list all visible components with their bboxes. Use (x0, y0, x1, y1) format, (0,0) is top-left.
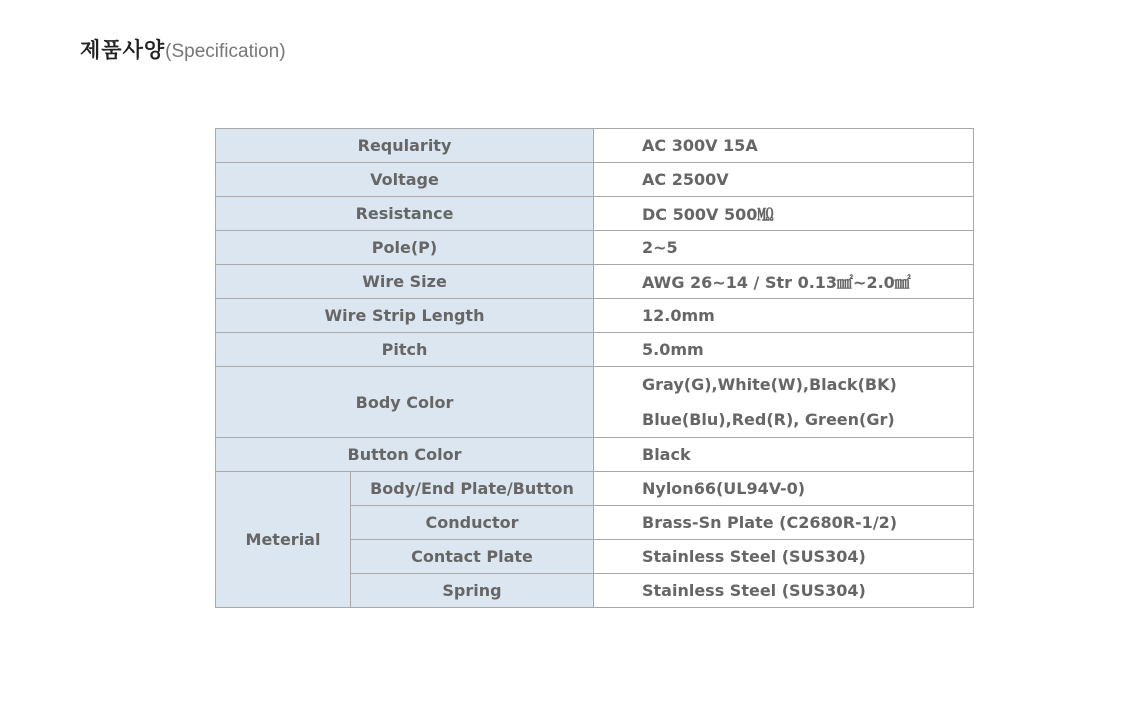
material-value: Nylon66(UL94V-0) (594, 472, 974, 506)
body-color-line-2: Blue(Blu),Red(R), Green(Gr) (642, 410, 895, 429)
spec-value: 5.0mm (594, 333, 974, 367)
material-value: Stainless Steel (SUS304) (594, 574, 974, 608)
material-label: Spring (351, 574, 594, 608)
spec-label: Wire Size (216, 265, 594, 299)
table-row-pitch (216, 333, 974, 367)
material-label: Conductor (351, 506, 594, 540)
table-row-wire-size (216, 265, 974, 299)
spec-value: 12.0mm (594, 299, 974, 333)
table-row-voltage (216, 163, 974, 197)
table-row-pole (216, 231, 974, 265)
table-row-reqularity (216, 129, 974, 163)
page-title (80, 34, 286, 64)
spec-label: Pole(P) (216, 231, 594, 265)
spec-value (594, 367, 974, 438)
body-color-line-1: Gray(G),White(W),Black(BK) (642, 375, 897, 394)
spec-label: Resistance (216, 197, 594, 231)
spec-value: Black (594, 438, 974, 472)
spec-label: Voltage (216, 163, 594, 197)
table-row-body-color (216, 367, 974, 438)
specification-table (215, 128, 974, 608)
spec-value: 2~5 (594, 231, 974, 265)
material-label: Body/End Plate/Button (351, 472, 594, 506)
table-row-resistance (216, 197, 974, 231)
spec-value: DC 500V 500㏁ (594, 197, 974, 231)
spec-label: Wire Strip Length (216, 299, 594, 333)
spec-label: Button Color (216, 438, 594, 472)
table-row-button-color (216, 438, 974, 472)
spec-value: AC 300V 15A (594, 129, 974, 163)
page-title-korean: 제품사양 (80, 38, 166, 62)
spec-value: AC 2500V (594, 163, 974, 197)
table-row-wire-strip-length (216, 299, 974, 333)
page-title-english: (Specification) (165, 41, 286, 62)
table-row-material-body (216, 472, 974, 506)
spec-label: Reqularity (216, 129, 594, 163)
spec-label: Pitch (216, 333, 594, 367)
material-group-label: Meterial (216, 472, 351, 608)
material-label: Contact Plate (351, 540, 594, 574)
spec-label: Body Color (216, 367, 594, 438)
material-value: Brass-Sn Plate (C2680R-1/2) (594, 506, 974, 540)
spec-value: AWG 26~14 / Str 0.13㎟~2.0㎟ (594, 265, 974, 299)
material-value: Stainless Steel (SUS304) (594, 540, 974, 574)
